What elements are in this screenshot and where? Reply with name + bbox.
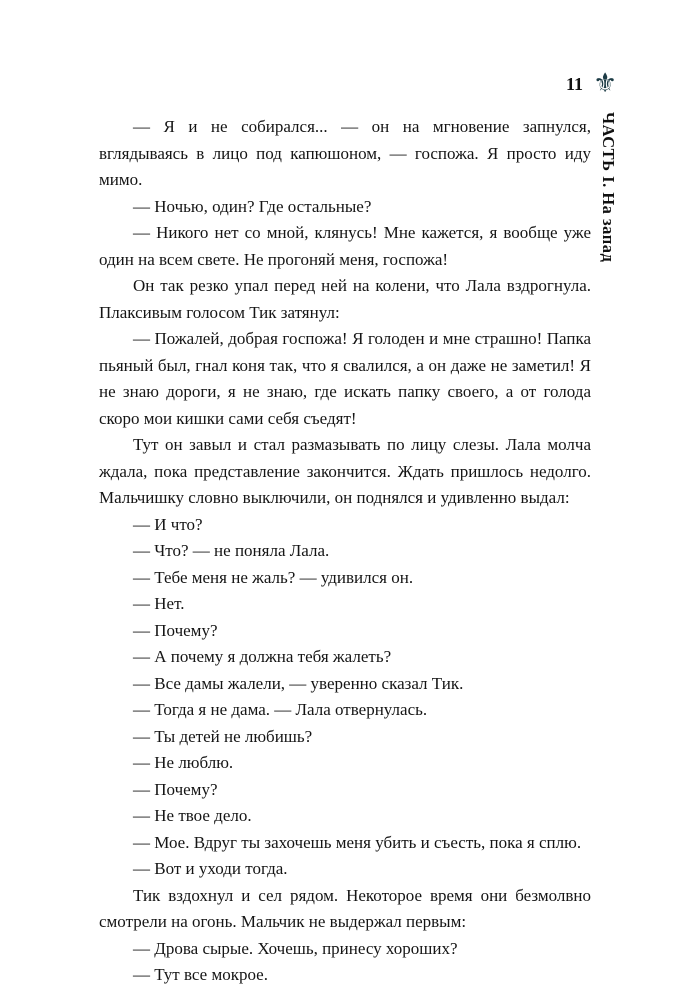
paragraph: Тик вздохнул и сел рядом. Некоторое время они безмолвно смотрели на огонь. Мальчик не выдержал первым: [99, 885, 591, 931]
fleuron-ornament-icon: ⚜ [593, 68, 618, 98]
paragraph: — Дрова сырые. Хочешь, принесу хороших? [133, 938, 458, 958]
paragraph: — Что? — не поняла Лала. [133, 541, 330, 560]
paragraph: — Все дамы жалели, — уверенно сказал Тик. [133, 673, 464, 693]
paragraph: — Вот и уходи тогда. [133, 859, 288, 878]
paragraph: — Не люблю. [133, 753, 234, 772]
text-column [99, 114, 591, 989]
paragraph: — Тут все мокрое. [133, 965, 268, 984]
paragraph: — Тебе меня не жаль? — удивился он. [133, 567, 414, 587]
paragraph: — Ночью, один? Где остальные? [133, 196, 372, 216]
paragraph: — А почему я должна тебя жалеть? [133, 647, 392, 666]
paragraph: — Ты детей не любишь? [133, 726, 313, 746]
paragraph: — Не твое дело. [133, 806, 252, 825]
paragraph: — Мое. Вдруг ты захочешь меня убить и съесть, пока я сплю. [133, 832, 582, 852]
paragraph: — Пожалей, добрая госпожа! Я голоден и мне страшно! Папка пьяный был, гнал коня так, что я свалился, а он даже не заметил! Я не знаю дороги, я не знаю, где искать папку своего, а от голода скоро мои кишки сами себя съедят! [99, 329, 591, 428]
paragraph: — И что? [133, 514, 203, 534]
paragraph: Он так резко упал перед ней на колени, что Лала вздрогнула. Плаксивым голосом Тик затянул: [99, 276, 591, 322]
paragraph: — Почему? [133, 779, 218, 799]
paragraph: — Нет. [133, 594, 185, 613]
paragraph: — Никого нет со мной, клянусь! Мне кажется, я вообще уже один на всем свете. Не прогоняй меня, госпожа! [99, 223, 591, 269]
page-number: 11 [566, 74, 584, 94]
paragraph: — Я и не собирался... — он на мгновение запнулся, вглядываясь в лицо под капюшоном, — госпожа. Я просто иду мимо. [99, 117, 591, 189]
paragraph: — Почему? [133, 620, 218, 640]
paragraph: — Тогда я не дама. — Лала отвернулась. [133, 700, 428, 719]
paragraph: Тут он завыл и стал размазывать по лицу слезы. Лала молча ждала, пока представление закончится. Ждать пришлось недолго. Мальчишку словно выключили, он поднялся и удивленно выдал: [99, 435, 591, 507]
running-head-chapter-title: ЧАСТЬ I. На запад [599, 112, 618, 263]
